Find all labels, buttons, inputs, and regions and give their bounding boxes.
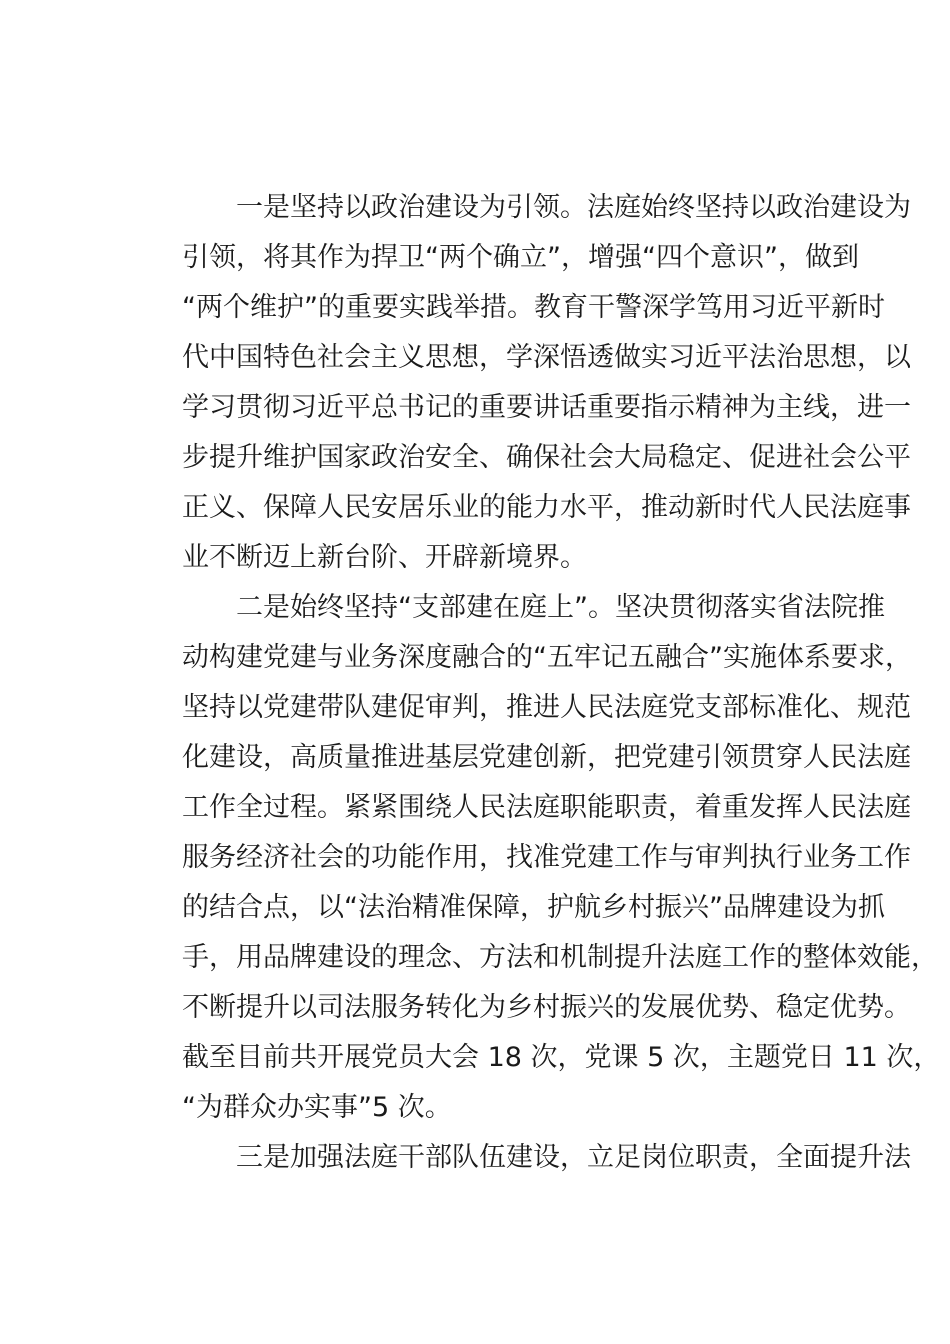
text-line: 业不断迈上新台阶、开辟新境界。 bbox=[182, 542, 587, 573]
text-line: 三是加强法庭干部队伍建设，立足岗位职责，全面提升法 bbox=[236, 1142, 911, 1173]
text-line: “两个维护”的重要实践举措。教育干警深学笃用习近平新时 bbox=[182, 292, 885, 323]
text-line: “为群众办实事”5 次。 bbox=[182, 1092, 452, 1123]
text-line: 正义、保障人民安居乐业的能力水平，推动新时代人民法庭事 bbox=[182, 492, 911, 523]
paragraph-party-branch bbox=[128, 583, 941, 1133]
text-line: 服务经济社会的功能作用，找准党建工作与审判执行业务工作 bbox=[182, 842, 911, 873]
text-line: 代中国特色社会主义思想，学深悟透做实习近平法治思想，以 bbox=[182, 342, 911, 373]
text-line: 动构建党建与业务深度融合的“五牢记五融合”实施体系要求， bbox=[182, 642, 912, 673]
text-line: 化建设，高质量推进基层党建创新，把党建引领贯穿人民法庭 bbox=[182, 742, 911, 773]
paragraph-political-construction bbox=[128, 183, 911, 583]
paragraph-team-building bbox=[128, 1133, 911, 1183]
text-line: 坚持以党建带队建促审判，推进人民法庭党支部标准化、规范 bbox=[182, 692, 911, 723]
text-line: 学习贯彻习近平总书记的重要讲话重要指示精神为主线，进一 bbox=[182, 392, 911, 423]
text-line: 的结合点，以“法治精准保障，护航乡村振兴”品牌建设为抓 bbox=[182, 892, 885, 923]
text-line: 引领，将其作为捍卫“两个确立”，增强“四个意识”，做到 bbox=[182, 242, 859, 273]
document-body bbox=[128, 183, 941, 1183]
text-line: 二是始终坚持“支部建在庭上”。坚决贯彻落实省法院推 bbox=[236, 592, 885, 623]
text-line: 工作全过程。紧紧围绕人民法庭职能职责，着重发挥人民法庭 bbox=[182, 792, 911, 823]
text-line: 手，用品牌建设的理念、方法和机制提升法庭工作的整体效能， bbox=[182, 942, 938, 973]
text-line: 一是坚持以政治建设为引领。法庭始终坚持以政治建设为 bbox=[236, 192, 911, 223]
text-line: 不断提升以司法服务转化为乡村振兴的发展优势、稳定优势。 bbox=[182, 992, 911, 1023]
text-line: 截至目前共开展党员大会 18 次，党课 5 次，主题党日 11 次， bbox=[182, 1042, 941, 1073]
text-line: 步提升维护国家政治安全、确保社会大局稳定、促进社会公平 bbox=[182, 442, 911, 473]
